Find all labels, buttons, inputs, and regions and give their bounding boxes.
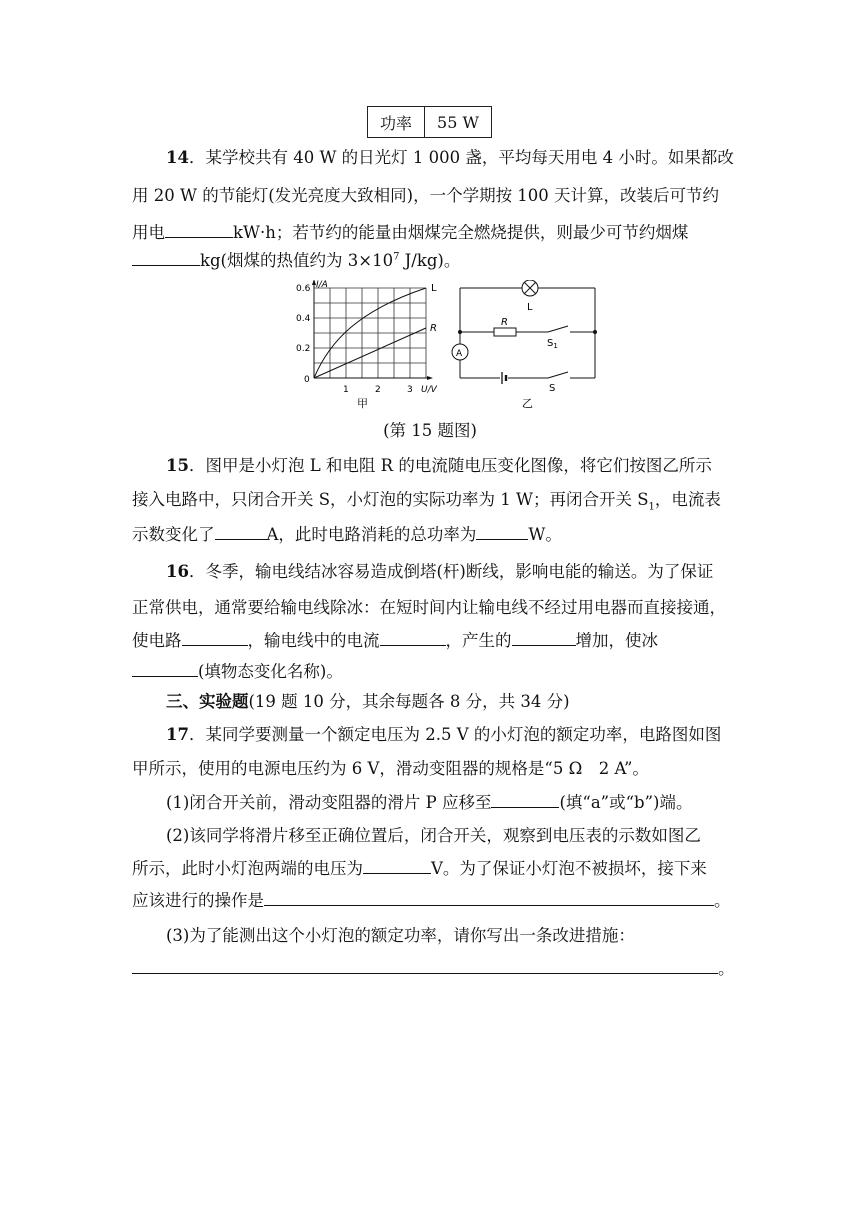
q16-text3b: ，输电线中的电流 (247, 631, 380, 650)
q15-text1: ．图甲是小灯泡 L 和电阻 R 的电流随电压变化图像，将它们按图乙所示 (188, 456, 712, 475)
q16-line2: 正常供电，通常要给输电线除冰：在短时间内让输电线不经过用电器而直接接通， (132, 598, 726, 617)
q17-part1-text-b: (填“a”或“b”)端。 (559, 793, 693, 812)
q14-text3a: 用电 (132, 223, 165, 242)
answer-blank[interactable] (512, 630, 576, 646)
answer-blank[interactable] (363, 858, 431, 874)
q14-exponent: 7 (393, 251, 400, 263)
q17-part3-line1: (3)为了能测出这个小灯泡的额定功率，请你写出一条改进措施： (166, 926, 635, 945)
resistor-label: R (501, 317, 508, 328)
answer-blank[interactable] (476, 524, 528, 540)
q15-line2 (132, 490, 732, 513)
switch-s1-subscript: 1 (553, 342, 558, 350)
switch-s1-letter: S (547, 338, 554, 349)
y-tick-label: 0 (304, 375, 310, 385)
q14-text1: ．某学校共有 40 W 的日光灯 1 000 盏，平均每天用电 4 小时。如果都改 (188, 148, 734, 167)
spec-value-cell: 55 W (425, 107, 492, 138)
switch-s-label: S (549, 383, 556, 394)
q15-figure (290, 280, 610, 412)
y-axis-label: I/A (316, 280, 328, 290)
q17-part2-line3 (132, 890, 732, 910)
q14-line3 (132, 222, 732, 242)
q17-part1 (166, 792, 766, 812)
q14-text4b: J/kg)。 (399, 251, 461, 270)
switch-s1-icon (548, 326, 568, 332)
answer-blank[interactable] (182, 630, 248, 646)
q17-part1-text-a: (1)闭合开关前，滑动变阻器的滑片 P 应移至 (166, 793, 492, 812)
q15-subscript: 1 (648, 501, 655, 513)
q14-line4 (132, 250, 732, 270)
resistor-icon (494, 328, 516, 336)
q17-part2-text-d: 。 (714, 891, 731, 910)
switch-s-icon (548, 372, 568, 378)
q17-part3-line2 (132, 958, 735, 978)
resistor-line-label: R (430, 323, 437, 334)
ammeter-label: A (456, 349, 463, 359)
answer-blank[interactable] (165, 222, 233, 238)
x-tick-label: 3 (407, 385, 413, 395)
q16-line3 (132, 630, 732, 650)
q14-text3b: kW·h；若节约的能量由烟煤完全燃烧提供，则最少可节约烟煤 (233, 223, 689, 242)
q16-text3a: 使电路 (132, 631, 182, 650)
table-row (368, 107, 492, 138)
q14-line2: 用 20 W 的节能灯(发光亮度大致相同)，一个学期按 100 天计算，改装后可节约 (132, 186, 720, 205)
q17-line2: 甲所示，使用的电源电压约为 6 V，滑动变阻器的规格是“5 Ω 2 A”。 (132, 759, 649, 778)
answer-blank[interactable] (132, 661, 198, 677)
q16-text3d: 增加，使冰 (575, 631, 658, 650)
answer-blank[interactable] (491, 792, 559, 808)
q14-text4a: kg(烟煤的热值约为 3×10 (200, 251, 394, 270)
q17-part2-line1: (2)该同学将滑片移至正确位置后，闭合开关，观察到电压表的示数如图乙 (166, 826, 701, 845)
switch-s1-label (547, 338, 558, 350)
y-tick-label: 0.2 (296, 344, 311, 354)
x-axis-label: U/V (421, 385, 437, 395)
q16-number: 16 (166, 562, 189, 581)
q17-part2-text-c: 应该进行的操作是 (132, 891, 264, 910)
q15-number: 15 (166, 456, 189, 475)
section3-heading (166, 692, 766, 711)
q17-part2-line2 (132, 858, 732, 878)
q16-line1 (166, 562, 766, 581)
q15-text2a: 接入电路中，只闭合开关 S，小灯泡的实际功率为 1 W；再闭合开关 S (132, 490, 649, 509)
q16-line4 (132, 661, 732, 681)
q17-part3-end: 。 (718, 959, 735, 978)
q14-line1 (166, 148, 766, 167)
figure-caption: (第 15 题图) (383, 421, 477, 440)
iu-graph (296, 280, 438, 410)
spec-key-cell: 功率 (368, 107, 425, 138)
q15-text3b: A，此时电路消耗的总功率为 (266, 525, 477, 544)
q15-line3 (132, 524, 732, 544)
q16-text3c: ，产生的 (445, 631, 512, 650)
section3-title: 三、实验题 (166, 692, 249, 711)
q16-text1: ．冬季，输电线结冰容易造成倒塔(杆)断线，影响电能的输送。为了保证 (188, 562, 714, 581)
answer-blank[interactable] (264, 890, 714, 906)
spec-table (367, 106, 492, 138)
circuit-diagram (452, 280, 595, 384)
x-tick-label: 2 (375, 385, 381, 395)
section3-note: (19 题 10 分，其余每题各 8 分，共 34 分) (248, 692, 570, 711)
circuit-name: 乙 (522, 397, 533, 410)
q17-text1: ．某同学要测量一个额定电压为 2.5 V 的小灯泡的额定功率，电路图如图 (188, 725, 722, 744)
q15-line1 (166, 456, 766, 475)
q17-part2-text-b: V。为了保证小灯泡不被损坏，接下来 (431, 859, 707, 878)
answer-blank[interactable] (132, 250, 200, 266)
resistor-line (314, 328, 426, 378)
q15-text3a: 示数变化了 (132, 525, 215, 544)
q17-number: 17 (166, 725, 189, 744)
answer-blank[interactable] (215, 524, 267, 540)
q15-text3c: W。 (528, 525, 562, 544)
q15-text2b: ，电流表 (654, 490, 721, 509)
q16-text4: (填物态变化名称)。 (198, 662, 343, 681)
graph-name: 甲 (357, 397, 368, 410)
y-tick-label: 0.4 (296, 314, 311, 324)
lamp-curve-label: L (431, 283, 437, 294)
q17-part2-text-a: 所示，此时小灯泡两端的电压为 (132, 859, 363, 878)
answer-blank[interactable] (132, 958, 718, 974)
q14-number: 14 (166, 148, 189, 167)
y-tick-label: 0.6 (296, 284, 311, 294)
answer-blank[interactable] (380, 630, 446, 646)
x-tick-label: 1 (343, 385, 349, 395)
q17-line1 (166, 725, 766, 744)
lamp-label: L (527, 302, 533, 313)
